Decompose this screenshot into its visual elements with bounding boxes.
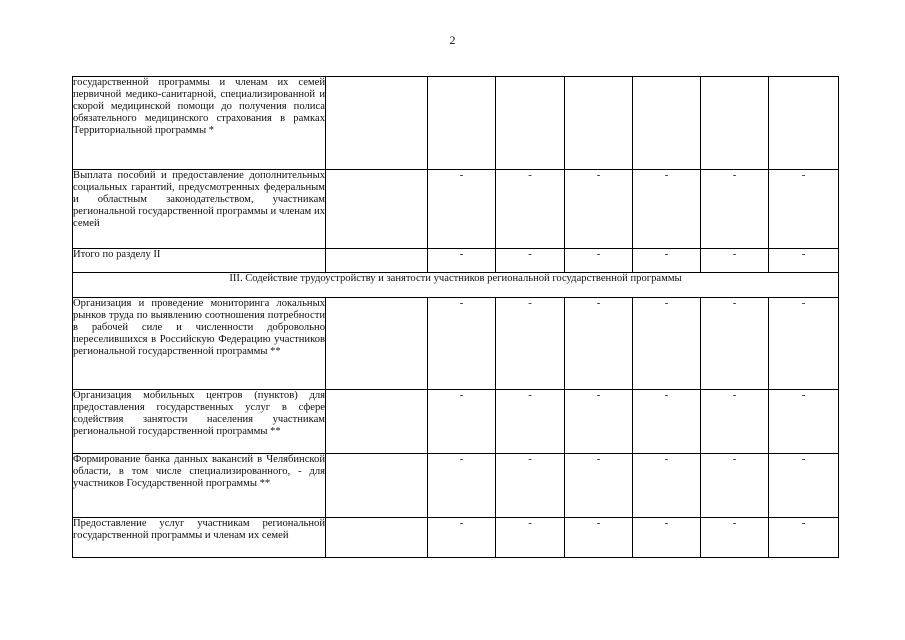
empty-cell <box>326 170 428 249</box>
value-cell: - <box>565 518 633 558</box>
value-cell: - <box>769 390 839 454</box>
table-row <box>73 518 839 558</box>
value-cell: - <box>769 454 839 518</box>
table-row <box>73 298 839 390</box>
value-cell: - <box>633 454 701 518</box>
value-cell: - <box>701 454 769 518</box>
row-description: Предоставление услуг участникам региональной государственной программы и членам их семей <box>73 518 326 558</box>
total-row <box>73 249 839 273</box>
value-cell: - <box>769 170 839 249</box>
value-cell: - <box>701 249 769 273</box>
row-description: Организация и проведение мониторинга локальных рынков труда по выявлению соотношения потребности в рабочей силе и численности добровольно переселившихся в Российскую Федерацию участников региональной государственной программы ** <box>73 298 326 390</box>
total-label: Итого по разделу II <box>73 249 326 273</box>
empty-cell <box>326 454 428 518</box>
value-cell: - <box>633 518 701 558</box>
value-cell <box>701 77 769 170</box>
value-cell: - <box>769 298 839 390</box>
value-cell: - <box>633 249 701 273</box>
value-cell: - <box>701 170 769 249</box>
value-cell <box>633 77 701 170</box>
value-cell: - <box>565 454 633 518</box>
value-cell: - <box>701 390 769 454</box>
row-description: Организация мобильных центров (пунктов) для предоставления государственных услуг в сфере содействия занятости населения участникам региональной государственной программы ** <box>73 390 326 454</box>
value-cell <box>496 77 565 170</box>
value-cell: - <box>496 298 565 390</box>
value-cell: - <box>496 518 565 558</box>
value-cell: - <box>565 390 633 454</box>
value-cell: - <box>701 518 769 558</box>
row-description: государственной программы и членам их семей первичной медико-санитарной, специализированной и скорой медицинской помощи до получения полиса обязательного медицинского страхования в рамках Территориальной программы * <box>73 77 326 170</box>
value-cell: - <box>496 390 565 454</box>
value-cell: - <box>565 298 633 390</box>
table-row <box>73 170 839 249</box>
table-row <box>73 77 839 170</box>
value-cell: - <box>496 249 565 273</box>
empty-cell <box>326 298 428 390</box>
value-cell: - <box>428 170 496 249</box>
value-cell: - <box>428 454 496 518</box>
section-heading: III. Содействие трудоустройству и занятости участников региональной государственной программы <box>73 273 839 298</box>
section-row <box>73 273 839 298</box>
table-row <box>73 454 839 518</box>
program-table <box>72 76 839 558</box>
value-cell: - <box>633 390 701 454</box>
row-description: Выплата пособий и предоставление дополнительных социальных гарантий, предусмотренных федеральным и областным законодательством, участникам региональной государственной программы и членам их семей <box>73 170 326 249</box>
empty-cell <box>326 249 428 273</box>
row-description: Формирование банка данных вакансий в Челябинской области, в том числе специализированного, - для участников Государственной программы ** <box>73 454 326 518</box>
value-cell <box>565 77 633 170</box>
value-cell: - <box>769 249 839 273</box>
value-cell <box>769 77 839 170</box>
empty-cell <box>326 518 428 558</box>
value-cell: - <box>428 298 496 390</box>
value-cell: - <box>565 249 633 273</box>
empty-cell <box>326 77 428 170</box>
value-cell: - <box>701 298 769 390</box>
value-cell: - <box>565 170 633 249</box>
value-cell: - <box>769 518 839 558</box>
value-cell: - <box>496 170 565 249</box>
table-row <box>73 390 839 454</box>
value-cell: - <box>428 518 496 558</box>
value-cell: - <box>633 170 701 249</box>
empty-cell <box>326 390 428 454</box>
value-cell: - <box>633 298 701 390</box>
value-cell: - <box>496 454 565 518</box>
page-number: 2 <box>449 33 456 47</box>
value-cell: - <box>428 249 496 273</box>
value-cell <box>428 77 496 170</box>
value-cell: - <box>428 390 496 454</box>
